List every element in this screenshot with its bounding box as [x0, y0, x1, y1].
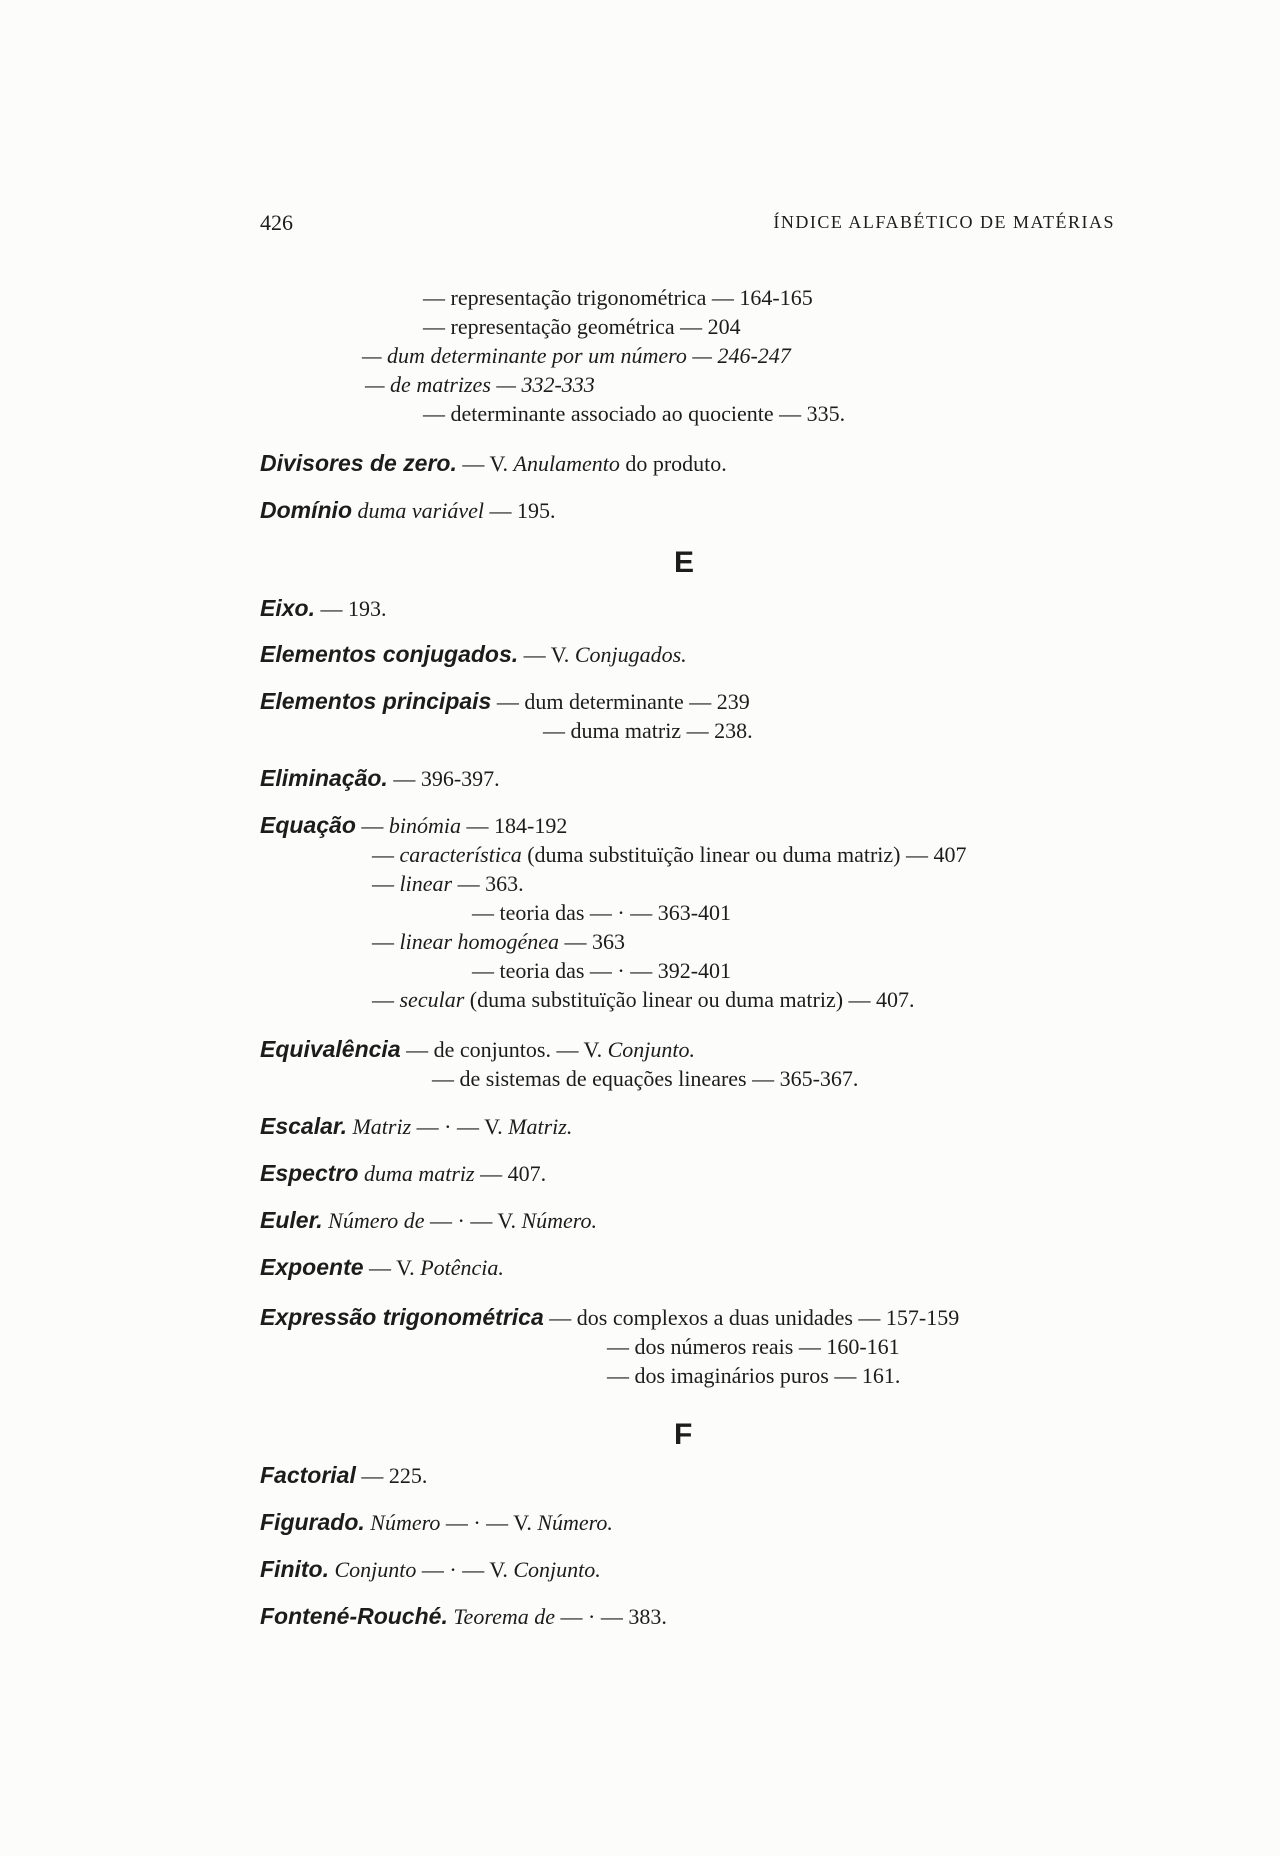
entry-heading: Expoente [260, 1254, 364, 1280]
index-line: — dos imaginários puros — 161. [607, 1363, 901, 1388]
entry-text: — de conjuntos. — V. [400, 1037, 608, 1062]
entry-text: — dum determinante — 239 [491, 689, 750, 714]
entry-text: — [355, 813, 389, 838]
entry-text: Conjunto [328, 1557, 417, 1582]
entry-elementos-conjugados [260, 640, 1120, 669]
entry-heading: Fontené-Rouché. [260, 1603, 448, 1629]
entry-heading: Factorial [260, 1462, 356, 1488]
entry-heading: Divisores de zero. [260, 450, 457, 476]
index-line: — de matrizes — 332-333 [365, 372, 595, 397]
entry-text: duma variável [352, 498, 484, 523]
entry-elementos-principais [260, 687, 1120, 745]
entry-ref: Conjugados. [574, 642, 687, 667]
entry-pages: — 184-192 [461, 813, 568, 838]
entry-text: Matriz [346, 1114, 412, 1139]
entry-text: — · — V. [440, 1510, 538, 1535]
entry-text: — · — V. [411, 1114, 509, 1139]
entry-pages: — · — 383. [555, 1604, 667, 1629]
entry-ref: Número. [537, 1510, 613, 1535]
running-header: ÍNDICE ALFABÉTICO DE MATÉRIAS [773, 212, 1115, 232]
index-line: — teoria das — · — 392-401 [472, 958, 732, 983]
entry-dominio [260, 496, 1120, 525]
entry-equivalencia [260, 1035, 1120, 1093]
entry-heading: Figurado. [260, 1509, 365, 1535]
entry-heading: Elementos principais [260, 688, 492, 714]
entry-text: Número [364, 1510, 441, 1535]
entry-heading: Equação [260, 812, 356, 838]
entry-ref: Número. [521, 1208, 598, 1233]
index-line: — dum determinante por um número — 246-247 [362, 343, 791, 368]
entry-escalar [260, 1112, 1120, 1141]
entry-heading: Eliminação. [260, 765, 388, 791]
entry-pages: — 193. [314, 596, 387, 621]
entry-divisores [260, 449, 1120, 478]
entry-expoente [260, 1253, 1120, 1282]
entry-finito [260, 1555, 1120, 1584]
entry-equacao [260, 811, 1120, 1014]
entry-text: — V. [363, 1255, 421, 1280]
continuation-block [260, 283, 1120, 428]
index-line: — característica (duma substituïção linear ou duma matriz) — 407 [372, 842, 967, 867]
entry-ref: Matriz. [508, 1114, 573, 1139]
entry-text: — · — V. [424, 1208, 522, 1233]
entry-eixo [260, 594, 1120, 623]
entry-text: duma matriz [358, 1161, 475, 1186]
section-letter-f: F [674, 1418, 693, 1451]
entry-heading: Domínio [260, 497, 352, 523]
index-line: — duma matriz — 238. [543, 718, 753, 743]
index-line: — determinante associado ao quociente — 335. [423, 401, 846, 426]
entry-factorial [260, 1461, 1120, 1490]
entry-ref: Conjunto. [607, 1037, 696, 1062]
entry-text: do produto. [619, 451, 727, 476]
index-line: — linear — 363. [372, 871, 524, 896]
entry-pages: — 396-397. [387, 766, 500, 791]
entry-heading: Espectro [260, 1160, 359, 1186]
index-line: — teoria das — · — 363-401 [472, 900, 732, 925]
page-number: 426 [260, 210, 293, 235]
entry-heading: Elementos conjugados. [260, 641, 519, 667]
index-line: — linear homogénea — 363 [372, 929, 625, 954]
entry-text: Teorema de [447, 1604, 555, 1629]
entry-text: — dos complexos a duas unidades — 157-159 [543, 1305, 960, 1330]
entry-figurado [260, 1508, 1120, 1537]
entry-ref: Anulamento [513, 451, 620, 476]
entry-text: binómia [388, 813, 461, 838]
entry-heading: Euler. [260, 1207, 323, 1233]
entry-ref: Conjunto. [513, 1557, 601, 1582]
entry-expressao-trigonometrica [260, 1303, 1120, 1390]
entry-ref: Potência. [420, 1255, 504, 1280]
entry-heading: Equivalência [260, 1036, 401, 1062]
entry-text: Número de [322, 1208, 425, 1233]
entry-pages: — 225. [355, 1463, 428, 1488]
entry-text: — · — V. [416, 1557, 514, 1582]
index-line: — secular (duma substituïção linear ou duma matriz) — 407. [372, 987, 915, 1012]
entry-heading: Finito. [260, 1556, 329, 1582]
section-letter-e: E [674, 546, 695, 579]
entry-espectro [260, 1159, 1120, 1188]
entry-heading: Eixo. [260, 595, 315, 621]
entry-text: — V. [456, 451, 514, 476]
index-line: — de sistemas de equações lineares — 365-367. [432, 1066, 859, 1091]
entry-eliminacao [260, 764, 1120, 793]
index-line: — representação trigonométrica — 164-165 [423, 285, 813, 310]
index-line: — dos números reais — 160-161 [607, 1334, 900, 1359]
entry-pages: — 407. [474, 1161, 547, 1186]
index-line: — representação geométrica — 204 [423, 314, 741, 339]
entry-fontene-rouche [260, 1602, 1120, 1631]
entry-text: — V. [518, 642, 575, 667]
entry-heading: Escalar. [260, 1113, 347, 1139]
entry-pages: — 195. [483, 498, 556, 523]
entry-euler [260, 1206, 1120, 1235]
entry-heading: Expressão trigonométrica [260, 1304, 544, 1330]
